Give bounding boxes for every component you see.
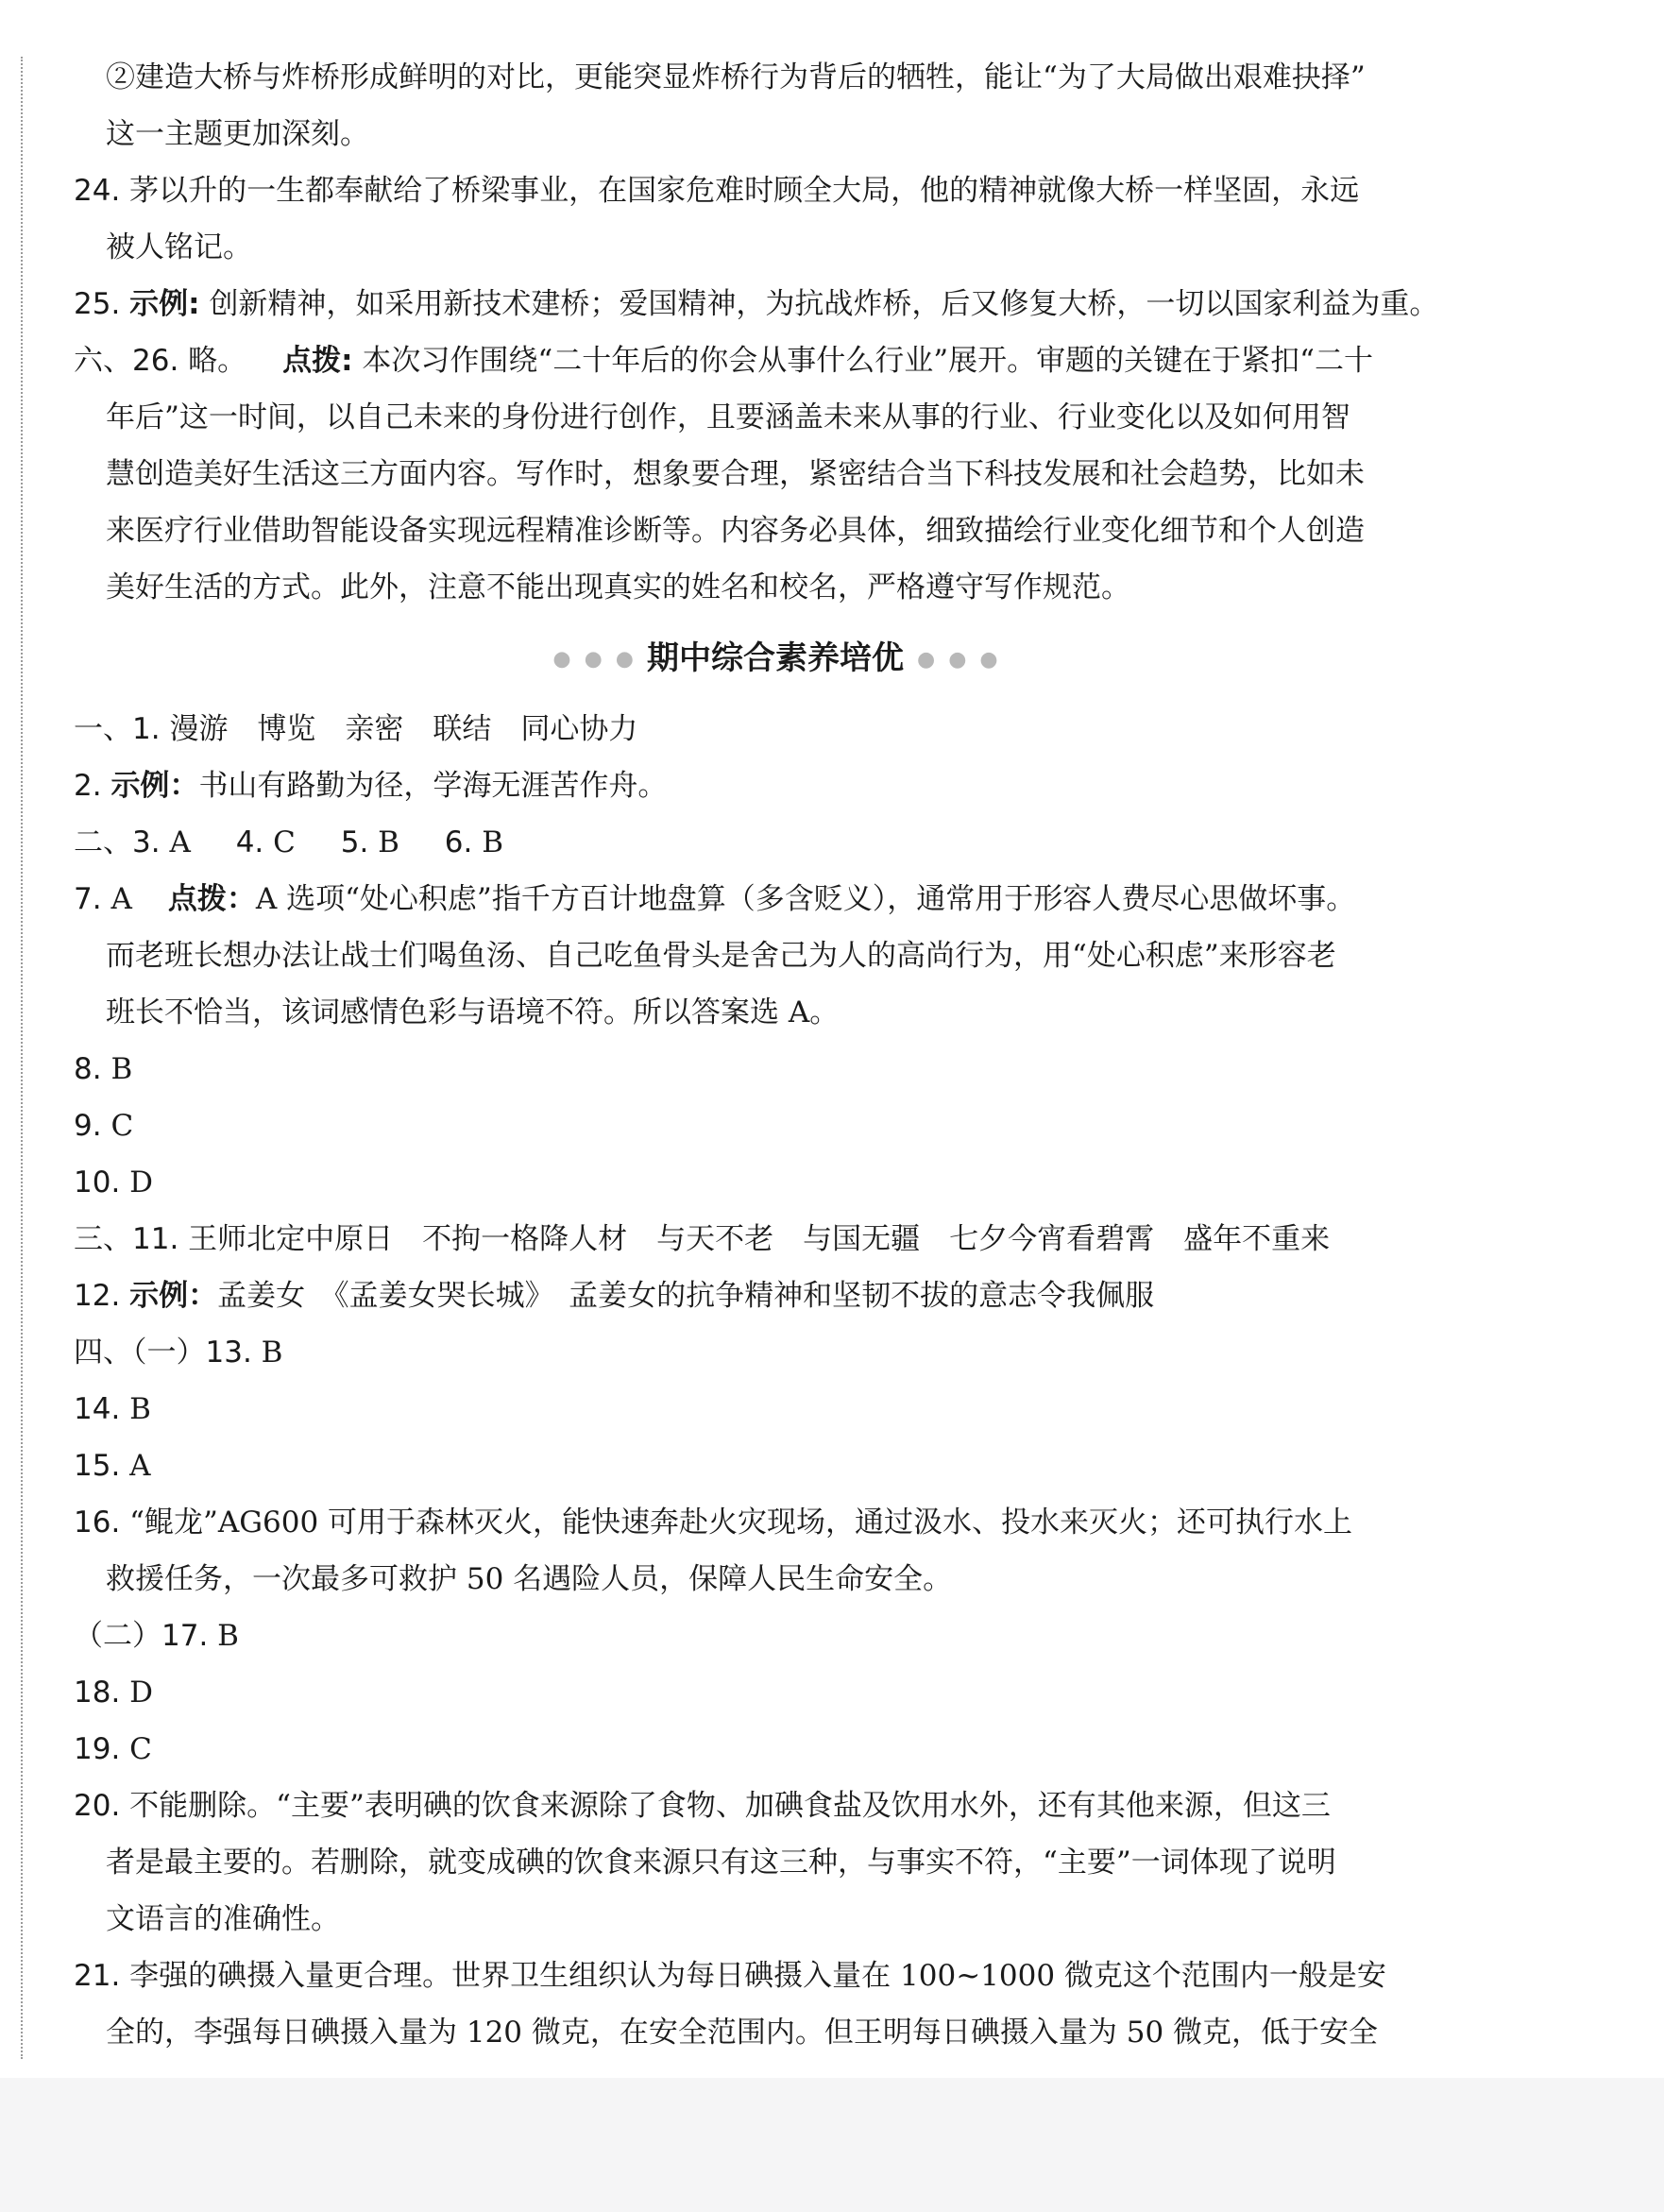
- text: 书山有路勤为径，学海无涯苦作舟。: [198, 769, 668, 803]
- text: 慧创造美好生活这三方面内容。写作时，想象要合理，紧密结合当下科技发展和社会趋势，比如未: [106, 457, 1365, 491]
- answer-1: [74, 701, 1490, 757]
- question-number: 14.: [74, 1392, 121, 1426]
- answer-12: [74, 1268, 1490, 1324]
- question-number: 24.: [74, 174, 121, 208]
- text: A 选项“处心积虑”指千方百计地盘算（多含贬义），通常用于形容人费尽心思做坏事。: [255, 882, 1356, 916]
- answer-11: [74, 1211, 1490, 1268]
- text: 茅以升的一生都奉献给了桥梁事业，在国家危难时顾全大局，他的精神就像大桥一样坚固，永远: [129, 174, 1360, 208]
- answer-17: [74, 1608, 1490, 1664]
- question-number: 15.: [74, 1449, 121, 1483]
- text: 救援任务，一次最多可救护 50 名遇险人员，保障人民生命安全。: [106, 1562, 953, 1596]
- text: 美好生活的方式。此外，注意不能出现真实的姓名和校名，严格遵守写作规范。: [106, 570, 1130, 604]
- text: ②建造大桥与炸桥形成鲜明的对比，更能突显炸桥行为背后的牺牲，能让“为了大局做出艰难抉择”: [106, 60, 1366, 94]
- text: 漫游 博览 亲密 联结 同心协力: [169, 712, 638, 746]
- tip-label: 点拨：: [167, 882, 256, 916]
- text: C: [110, 1109, 134, 1143]
- decor-dots-right: ●●●: [917, 647, 1011, 672]
- text: 文语言的准确性。: [106, 1902, 340, 1936]
- text: 来医疗行业借助智能设备实现远程精准诊断等。内容务必具体，细致描绘行业变化细节和个人创造: [106, 514, 1365, 548]
- text: 班长不恰当，该词感情色彩与语境不符。所以答案选 A。: [106, 995, 840, 1029]
- answer-21-line-1: [74, 1948, 1490, 2004]
- text: 本次习作围绕“二十年后的你会从事什么行业”展开。审题的关键在于紧扣“二十: [362, 344, 1373, 378]
- question-number: 二、3.: [74, 825, 161, 859]
- question-number: 16.: [74, 1506, 121, 1540]
- text: D: [129, 1676, 154, 1710]
- question-number: 20.: [74, 1789, 121, 1823]
- answer-7-line-3: [74, 984, 1490, 1041]
- answer-2: [74, 757, 1490, 814]
- example-label: 示例：: [110, 769, 199, 803]
- question-number: 25.: [74, 287, 121, 321]
- answer-20-line-1: [74, 1778, 1490, 1834]
- question-number: 10.: [74, 1166, 121, 1200]
- example-label: 示例：: [129, 1279, 218, 1313]
- question-number: 18.: [74, 1676, 121, 1710]
- tip-label: 点拨:: [282, 344, 353, 378]
- text: 被人铭记。: [106, 230, 252, 264]
- answer-14: [74, 1381, 1490, 1438]
- answer-7-line-2: [74, 927, 1490, 984]
- answer-8: [74, 1041, 1490, 1097]
- text: 全的，李强每日碘摄入量为 120 微克，在安全范围内。但王明每日碘摄入量为 50 微克，低于安全: [106, 2016, 1379, 2050]
- text: B: [110, 1052, 133, 1086]
- example-label: 示例:: [129, 287, 200, 321]
- text: “鲲龙”AG600 可用于森林灭火，能快速奔赴火灾现场，通过汲水、投水来灭火；还可执行水上: [129, 1506, 1353, 1540]
- text: C: [273, 825, 296, 859]
- answer-26-line-4: [74, 502, 1490, 559]
- question-number: 5.: [340, 825, 369, 859]
- question-number: 9.: [74, 1109, 102, 1143]
- question-number: 2.: [74, 769, 102, 803]
- text: 王师北定中原日 不拘一格降人材 与天不老 与国无疆 七夕今宵看碧霄 盛年不重来: [188, 1222, 1331, 1256]
- answer-10: [74, 1154, 1490, 1211]
- answer-18: [74, 1664, 1490, 1721]
- answer-25: [74, 276, 1490, 332]
- answers-3-6: [74, 814, 1490, 871]
- question-number: 12.: [74, 1279, 121, 1313]
- page-bottom-band: [0, 2078, 1664, 2212]
- section-title: 期中综合素养培优: [647, 639, 904, 677]
- text: 而老班长想办法让战士们喝鱼汤、自己吃鱼骨头是舍己为人的高尚行为，用“处心积虑”来形容老: [106, 939, 1336, 973]
- answer-20-line-2: [74, 1834, 1490, 1891]
- answer-21-line-2: [74, 2004, 1490, 2061]
- question-number: 一、1.: [74, 712, 161, 746]
- text: B: [217, 1619, 239, 1653]
- text: B: [129, 1392, 151, 1426]
- question-number: 六、26. 略。: [74, 344, 247, 378]
- question-number: 三、11.: [74, 1222, 179, 1256]
- answer-19: [74, 1721, 1490, 1778]
- text: 李强的碘摄入量更合理。世界卫生组织认为每日碘摄入量在 100~1000 微克这个范围内一般是安: [129, 1959, 1386, 1993]
- question-number: 6.: [444, 825, 473, 859]
- text: A: [169, 825, 191, 859]
- answer-16-line-2: [74, 1551, 1490, 1608]
- answer-15: [74, 1438, 1490, 1494]
- answer-20-line-3: [74, 1891, 1490, 1948]
- text: A: [110, 882, 132, 916]
- answer-16-line-1: [74, 1494, 1490, 1551]
- answer-23-2-line-2: [74, 106, 1490, 162]
- question-number: 四、（一）13.: [74, 1336, 252, 1370]
- answer-24-line-2: [74, 219, 1490, 276]
- answer-13: [74, 1324, 1490, 1381]
- text: B: [261, 1336, 283, 1370]
- text: D: [129, 1166, 154, 1200]
- answer-26-line-3: [74, 446, 1490, 502]
- answer-9: [74, 1097, 1490, 1154]
- question-number: 21.: [74, 1959, 121, 1993]
- text: C: [129, 1732, 152, 1766]
- text: 创新精神，如采用新技术建桥；爱国精神，为抗战炸桥，后又修复大桥，一切以国家利益为重。: [209, 287, 1439, 321]
- text: 孟姜女 《孟姜女哭长城》 孟姜女的抗争精神和坚韧不拔的意志令我佩服: [217, 1279, 1155, 1313]
- text: 者是最主要的。若删除，就变成碘的饮食来源只有这三种，与事实不符，“主要”一词体现了说明: [106, 1846, 1336, 1880]
- text: A: [129, 1449, 151, 1483]
- question-number: 7.: [74, 882, 102, 916]
- binding-margin-line: [21, 57, 23, 2059]
- text: 年后”这一时间，以自己未来的身份进行创作，且要涵盖未来从事的行业、行业变化以及如何用智: [106, 400, 1350, 434]
- question-number: （二）17.: [74, 1619, 209, 1653]
- answer-24-line-1: [74, 162, 1490, 219]
- text: 不能删除。“主要”表明碘的饮食来源除了食物、加碘食盐及饮用水外，还有其他来源，但这三: [129, 1789, 1331, 1823]
- section-heading: [74, 616, 1490, 701]
- answer-page: [74, 49, 1490, 2061]
- decor-dots-left: ●●●: [552, 647, 647, 672]
- answer-26-line-5: [74, 559, 1490, 616]
- answer-26-line-1: [74, 332, 1490, 389]
- answer-23-2-line-1: [74, 49, 1490, 106]
- answer-26-line-2: [74, 389, 1490, 446]
- question-number: 4.: [235, 825, 264, 859]
- text: B: [378, 825, 399, 859]
- text: B: [482, 825, 504, 859]
- text: 这一主题更加深刻。: [106, 117, 369, 151]
- answer-7-line-1: [74, 871, 1490, 927]
- question-number: 8.: [74, 1052, 102, 1086]
- question-number: 19.: [74, 1732, 121, 1766]
